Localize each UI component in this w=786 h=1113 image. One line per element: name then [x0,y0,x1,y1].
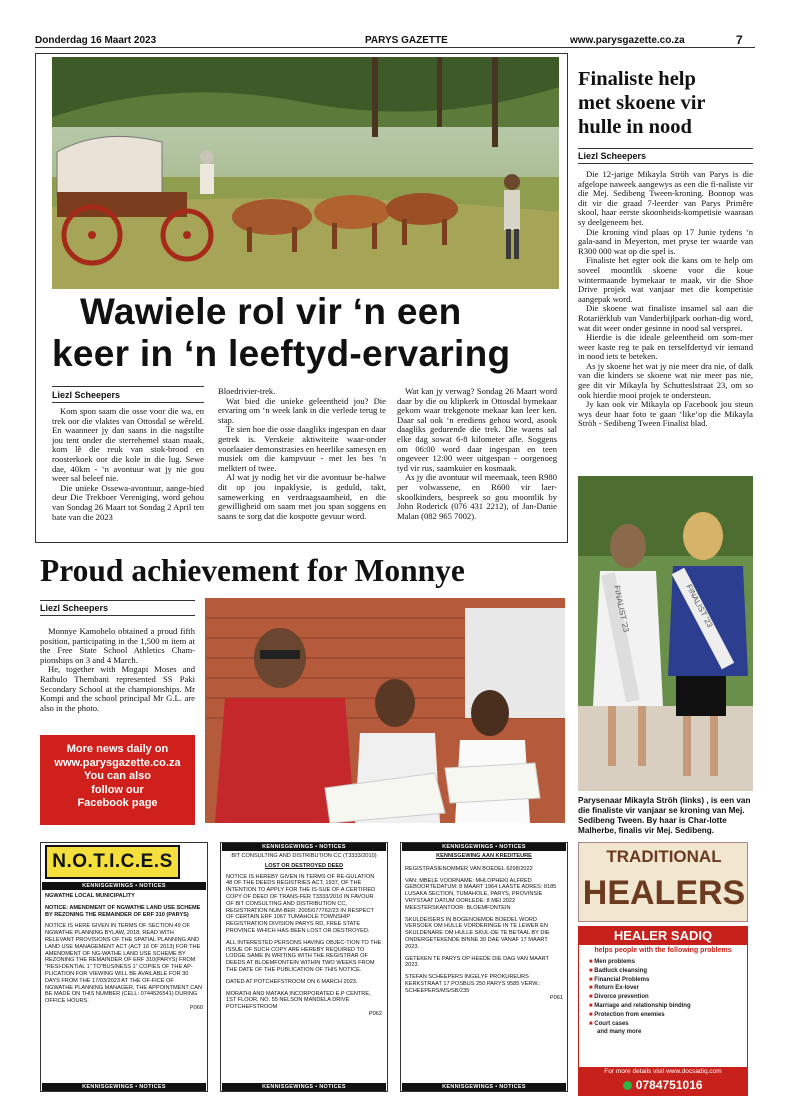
notice-2 [226,853,382,1018]
main-col1-p2: Die unieke Ossewa-avontuur, aange-bied deur Die Trekboer Vereniging, word gehou van Sondag 26 Maart tot Sondag 2 April ten bate van die 2023 [52,482,204,522]
healers-banner-bottom: HEALERS [582,874,746,912]
monnye-body [40,627,195,713]
main-col2-p3: Te sien hoe die osse daagliks ingespan en daar getrek is. Verskeie aktiwiteite waar-onder voorlaaier demonstrasies en heerlike samesyn en musiek om die kampvuur - met les bes ‘n melktert of twee. [218,424,386,473]
main-col3 [397,387,557,521]
main-headline-line1: Wawiele rol vir ‘n een [80,291,462,332]
athletes-illustration [205,598,565,823]
notice-2-dated: DATED AT POTCHEFSTROOM ON 6 MARCH 2023. [226,978,358,985]
main-col3-p2: As jy die avontuur wil meemaak, teen R980 per volwassene, en R600 vir laer-skoolkinders, bespreek so gou moontlik by John Roderick (076 431 2212), of Jan-Danie Malan (082 965 7002). [397,472,557,521]
notice-strip-1b: KENNISGEWINGS • NOTICES [42,1083,206,1091]
healer-item: ■ Badluck cleansing [589,967,647,974]
monnye-headline: Proud achievement for Monnye [40,553,465,588]
main-col2 [218,387,386,521]
side-headline [578,67,706,139]
main-col2-p1: Bloedrivier-trek. [218,386,276,396]
whatsapp-icon [623,1081,632,1090]
notice-3-body: SKULDEISERS IN BOGENOEMDE BOEDEL WORD VERSOEK OM HULLE VORDERINGE IN TE LEWER EN SKULDENARE OM HULLE SKUL-DE TE BETAAL BY DIE ONDERGETEKENDE BINNE 30 DAE VANAF 17 MAART 2023. [405,916,550,950]
finalists-illustration [578,476,753,791]
notice-2-body: NOTICE IS HEREBY GIVEN IN TERMS OF RE-GULATION 48 OF THE DEEDS REGISTRIES ACT, 1937, OF THE INTENTION TO APPLY FOR THE IS-SUE OF A CERTIFIED COPY OF DEED OF TRANS-FER T3333/2010 IN FAVOUR OF BIT CONSULTING AND DISTRIBUTION CC, REGISTRATION NUM-BER: 2005/077762/23 IN RESPECT OF CERTAIN ERF 1067 TUMAHOLE TOWNSHIP REGISTRATION DIVISION PARYS RD, FREE STATE PROVINCE WHICH HAS BEEN LOST OR DESTROYED. [226,873,376,934]
main-byline-rule [52,386,204,387]
ox-wagon-photo [52,57,559,289]
side-byline-rule [578,148,753,149]
notice-3-title: KENNISGEWING AAN KREDITEURE [436,853,532,859]
promo-line3: You can also [83,770,152,782]
monnye-byline-rule-bottom [40,615,195,616]
notice-1-body: NOTICE IS HERE GIVEN IN TERMS OF SECTION 49 OF NGWATHE PLANNING BYLAW, 2018, READ WITH RELEVANT PROVISIONS OF THE SPATIAL PLANNING AND LAND USE MANAGEMENT ACT (ACT 16 OF 2013) FOR THE AMENDMENT OF NG-WATHE LAND USE SCHEME BY REZONING THE REMAINDER OF ERF 310(PARYS) FROM “RESI-DENTIAL 1” TO”BUSINESS 1” COPIES OF THE AP-PLICATION FOR VIEWING WILL BE AVAILABLE FOR 30 DAYS FROM THE 17/03/2023 AT THE OF-FICE OF NGWATHE PLANNING MANAGER. THE APPOINTMENT CAN BE MADE ON THIS NUMBER (CELL: 0744526541) DURING OFFICE HOURS. [45,923,203,1005]
main-col2-p4: Al wat jy nodig het vir die avontuur be-halwe dit op jou inpaklysie, is geduld, takt, samewerking en verdraagsaamheid, en die gewilligheid om saam met jou span soggens en saans te sorg dat die kospotte gevuur word. [218,472,386,521]
sash-left-text: FINALIST '23 [612,584,631,634]
notice-2-code: P062 [368,1010,382,1017]
side-body-p6: As jy skoene het wat jy nie meer dra nie, of dalk van die kinders se skoene wat nie meer pas nie, gee dit vir Mikayla by Schutteslstraat 23, om so ook hierdie mooi projek te ondersteun. [578,360,753,400]
notice-3 [405,853,563,1001]
notice-1-code: P060 [189,1004,203,1011]
healer-item: ■ Men problems [589,959,635,965]
healer-item: ■ Marriage and relationship binding [589,1002,691,1009]
healer-item: ■ Court cases [589,1020,629,1027]
promo-line4: follow our [91,783,144,796]
healer-item: and many more [597,1029,642,1036]
side-body-p1: Die 12-jarige Mikayla Ströh van Parys is die afgelope naweek aangewys as een die fi-naliste vir die Mej. Sedibeng Tween-kroning. Boonop was dit vir die graad 7-leerder van Parys Primêre skool, haar eerste skoonheids-kompetisie waaraan sy deelgeneem het. [578,169,753,227]
side-body-p3: Finaliste het egter ook die kans om te help om soveel moontlik skoene voor die koue wintermaande bymekaar te maak, vir die Shoe Drive projek wat vanjaar met die kompetisie aangepak word. [578,255,753,304]
monnye-body-p2: He, together with Mogapi Moses and Rathulo Thembani represented SS Paki Secondary School at the championships. Mr Kompi and the school principal Mr G.L. are also in the photo. [40,664,195,713]
notices-logo: N.O.T.I.C.E.S [45,845,180,879]
side-body-p2: Die kroning vind plaas op 17 Junie tydens ‘n gala-aand in Meyerton, met pryse ter waarde van R300 000 wat op die spel is. [578,226,753,256]
main-headline-line2: keer in ‘n leeftyd-ervaring [52,333,511,374]
healer-list [589,958,747,1037]
healer-sadiq-ad[interactable] [578,926,748,1096]
notice-3-details: VAN: MBELE VOORNAME: MHLOPHEKI ALFRED GEBOORTEDATUM: 8 MAART 1964 LAASTE ADRES: 8185 LUSAKA SECTION, TUMAHOLE, PARYS, PROVINSIE VRYSTAAT DATUM OORLEDE: 8 MEI 2022 MEESTERSKANTOOR: BLOEMFONTEIN [405,877,557,911]
notice-1-title: NOTICE: AMENDMENT OF NGWATHE LAND USE SCHEME BY REZONING THE REMAINDER OF ERF 310 (PARYS) [45,904,201,918]
notice-2-sig: MORATHI AND MATAKA INCORPORATED E.P CENTRE, 1ST FLOOR, NO. 55 NELSON MANDELA DRIVE POTCHEFSTROOM [226,990,371,1011]
notice-strip-3: KENNISGEWINGS • NOTICES [402,843,566,851]
side-body-p5: Hierdie is die ideale geleentheid om som-mer weer kaste reg te pak en terselfdertyd vir iemand in nood iets te beteken. [578,332,753,362]
promo-line5[interactable]: Facebook page [77,797,158,809]
side-headline-line2: met skoene vir [578,92,706,114]
main-col2-p2: Wat bied die unieke geleentheid jou? Die ervaring om ‘n week lank in die verlede terug te stap. [218,395,386,425]
healer-item: ■ Financial Problems [589,976,650,983]
side-body-p7: Jy kan ook vir Mikayla op Facebook jou steun wys deur haar foto te gaan ‘like’op die Mikayla Ströh - Sedibeng Tween Finalist blad. [578,399,753,429]
notice-3-dated: GETEKEN TE PARYS OP HEEDE DIE DAG VAN MAART 2023. [405,955,549,969]
notice-2-org: BIT CONSULTING AND DISTRIBUTION CC (T3333/2010) [231,853,377,859]
paper-name: PARYS GAZETTE [365,35,448,46]
ox-wagon-illustration [52,57,559,289]
healer-item: ■ Divorce prevention [589,994,649,1001]
healer-footer-text[interactable]: For more details visit www.docsadiq.com [604,1068,722,1075]
monnye-byline-rule [40,600,195,601]
notice-1-org: NGWATHE LOCAL MUNICIPALITY [45,893,135,899]
healer-item: ■ Return Ex-lover [589,985,639,992]
promo-line1: More news daily on [66,743,169,755]
healers-banner [578,842,748,922]
side-headline-line3: hulle in nood [578,116,692,138]
notice-3-regnr: REGISTRASIENOMMER VAN BOEDEL 6298/2022 [405,865,533,872]
side-photo-caption: Parysenaar Mikayla Ströh (links) , is een van die finaliste vir vanjaar se kroning van Mej. Sedibeng Tween. By haar is Char-lotte Malherbe, finalis vir Mej. Sedibeng. [578,796,751,835]
healer-phone[interactable]: 0784751016 [579,1077,747,1093]
side-byline: Liezl Scheepers [578,151,647,161]
notice-strip-2b: KENNISGEWINGS • NOTICES [222,1083,386,1091]
notice-1 [45,893,203,1012]
monnye-photo [205,598,565,823]
main-byline-rule-bottom [52,402,204,403]
promo-line2[interactable]: www.parysgazette.co.za [54,756,181,769]
monnye-byline: Liezl Scheepers [40,603,109,613]
main-byline: Liezl Scheepers [52,390,121,400]
side-body [578,170,753,429]
notice-strip-3b: KENNISGEWINGS • NOTICES [402,1083,566,1091]
notice-2-body2: ALL INTERESTED PERSONS HAVING OBJEC-TION TO THE ISSUE OF SUCH COPY ARE HEREBY REQUIRED TO LODGE SAME IN WRITING WITH THE REGISTRAR OF DEEDS AT BLOEMFONTEIN WITHIN TWO WEEKS FROM THE DATE OF THE PUBLICATION OF THIS NOTICE. [226,939,382,973]
notice-3-sig: STEFAN SCHEEPERS INGELYF PROKUREURS KERKSTRAAT 17 POSBUS 250 PARYS 9585 VERW.: SCHEEPERS/MS/SB/235 [405,974,541,994]
notice-strip-1: KENNISGEWINGS • NOTICES [42,882,206,890]
notice-2-title: LOST OR DESTROYED DEED [264,862,344,869]
finalists-photo [578,476,753,791]
sash-right-text: FINALIST '23 [684,582,715,629]
notice-3-code: P061 [549,994,563,1001]
side-byline-rule-bottom [578,163,753,164]
header-rule [35,47,755,48]
healer-tagline: helps people with the following problems [594,947,732,954]
promo-box[interactable] [40,735,195,825]
main-col1 [52,407,204,522]
healer-item: ■ Protection from enemies [589,1011,665,1018]
monnye-body-p1: Monnye Kamohelo obtained a proud fifth position, participating in the 1,500 m item at the Free State School Athletics Cham-pionships on 3 and 4 March. [40,626,195,665]
main-col3-p1: Wat kan jy verwag? Sondag 26 Maart word daar by die ou klipkerk in Ottosdal bymekaar gekom waar trekgenote mekaar kan leer ken. Daar sal ook ‘n erediens gehou word, asook daagliks gedurende die trek. Die waens sal elke dag sowat 6-8 kilometer afle. Soggens om 06:00 word daar ingespan en teen ongeveer 12:00 weer uitgespan - oorgenoeg tyd vir rus, saamkuier en kosmaak. [397,386,557,473]
main-col1-p1: Kom spon saam die osse voor die wa, en trek oor die vlaktes van Ottosdal se wêreld. En waanneer jy dan saans in die nagstilte jou tent onder die sterrehemel staan maak, kom lê die reuk van stok-brood en roosterkoek oor die kole in die lug. Sewe dae, 40km - ‘n avontuur wat jy nie gou weer sal beleef nie. [52,406,204,484]
healer-footer [579,1067,747,1095]
healer-name: HEALER SADIQ [579,927,747,945]
issue-date: Donderdag 16 Maart 2023 [35,35,157,46]
paper-url[interactable]: www.parysgazette.co.za [570,35,685,46]
healers-banner-top: TRADITIONAL [606,847,722,866]
page-number: 7 [736,33,743,47]
notice-strip-2: KENNISGEWINGS • NOTICES [222,843,386,851]
side-headline-line1: Finaliste help [578,68,696,90]
side-body-p4: Die skoene wat finaliste insamel sal aan die Rotariërklub van Vanderbijlpark oorhan-dig word, wat dit weer onder gesinne in nood sal versprei. [578,303,753,333]
